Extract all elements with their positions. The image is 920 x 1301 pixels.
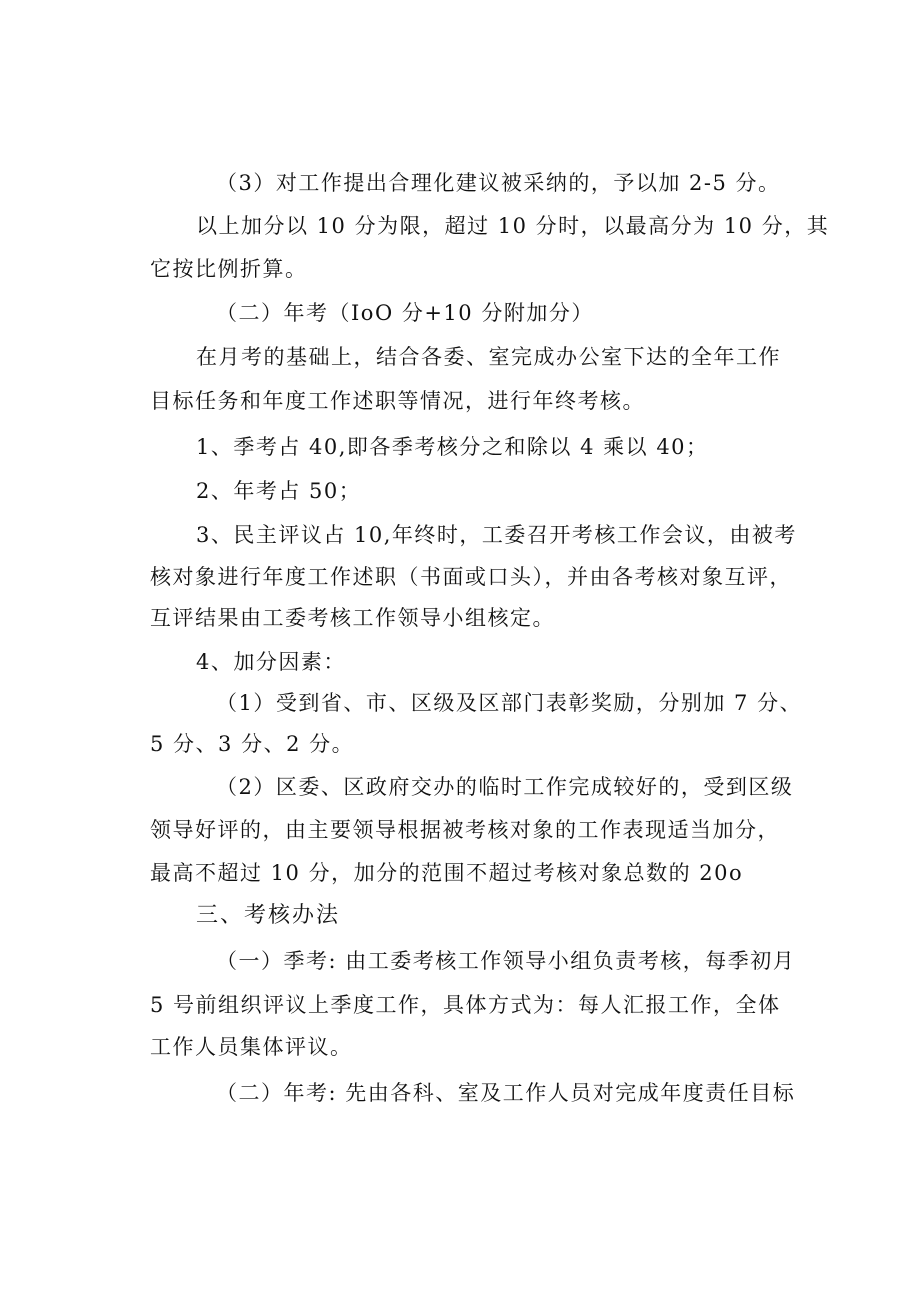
list-item: 4、加分因素： bbox=[196, 650, 346, 674]
list-item: （2）区委、区政府交办的临时工作完成较好的，受到区级 bbox=[216, 775, 794, 799]
paragraph-line: 5 分、3 分、2 分。 bbox=[150, 732, 355, 756]
paragraph-line: 5 号前组织评议上季度工作，具体方式为：每人汇报工作，全体 bbox=[150, 993, 781, 1017]
list-item: （1）受到省、市、区级及区部门表彰奖励，分别加 7 分、 bbox=[216, 691, 803, 715]
list-item: 1、季考占 40,即各季考核分之和除以 4 乘以 40； bbox=[196, 435, 709, 459]
paragraph-line: 它按比例折算。 bbox=[150, 257, 308, 281]
paragraph-line: 领导好评的，由主要领导根据被考核对象的工作表现适当加分， bbox=[150, 818, 780, 842]
section-subheading: （二）年考（IoO 分+10 分附加分） bbox=[216, 301, 594, 325]
paragraph-line: （二）年考: 先由各科、室及工作人员对完成年度责任目标 bbox=[216, 1081, 796, 1105]
paragraph-line: 在月考的基础上，结合各委、室完成办公室下达的全年工作 bbox=[196, 345, 781, 369]
paragraph-line: 工作人员集体评议。 bbox=[150, 1035, 353, 1059]
paragraph-line: 以上加分以 10 分为限，超过 10 分时，以最高分为 10 分，其 bbox=[196, 214, 830, 238]
paragraph-line: 互评结果由工委考核工作领导小组核定。 bbox=[150, 606, 555, 630]
paragraph-line: （3）对工作提出合理化建议被采纳的，予以加 2-5 分。 bbox=[216, 171, 781, 195]
paragraph-line: 核对象进行年度工作述职（书面或口头），并由各考核对象互评， bbox=[150, 565, 792, 589]
list-item: 2、年考占 50； bbox=[196, 479, 362, 503]
paragraph-line: （一）季考: 由工委考核工作领导小组负责考核，每季初月 bbox=[216, 949, 796, 973]
paragraph-line: 目标任务和年度工作述职等情况，进行年终考核。 bbox=[150, 389, 645, 413]
list-item: 3、民主评议占 10,年终时，工委召开考核工作会议，由被考 bbox=[196, 523, 797, 547]
section-heading: 三、考核办法 bbox=[196, 903, 341, 928]
paragraph-line: 最高不超过 10 分，加分的范围不超过考核对象总数的 20o bbox=[150, 861, 744, 885]
